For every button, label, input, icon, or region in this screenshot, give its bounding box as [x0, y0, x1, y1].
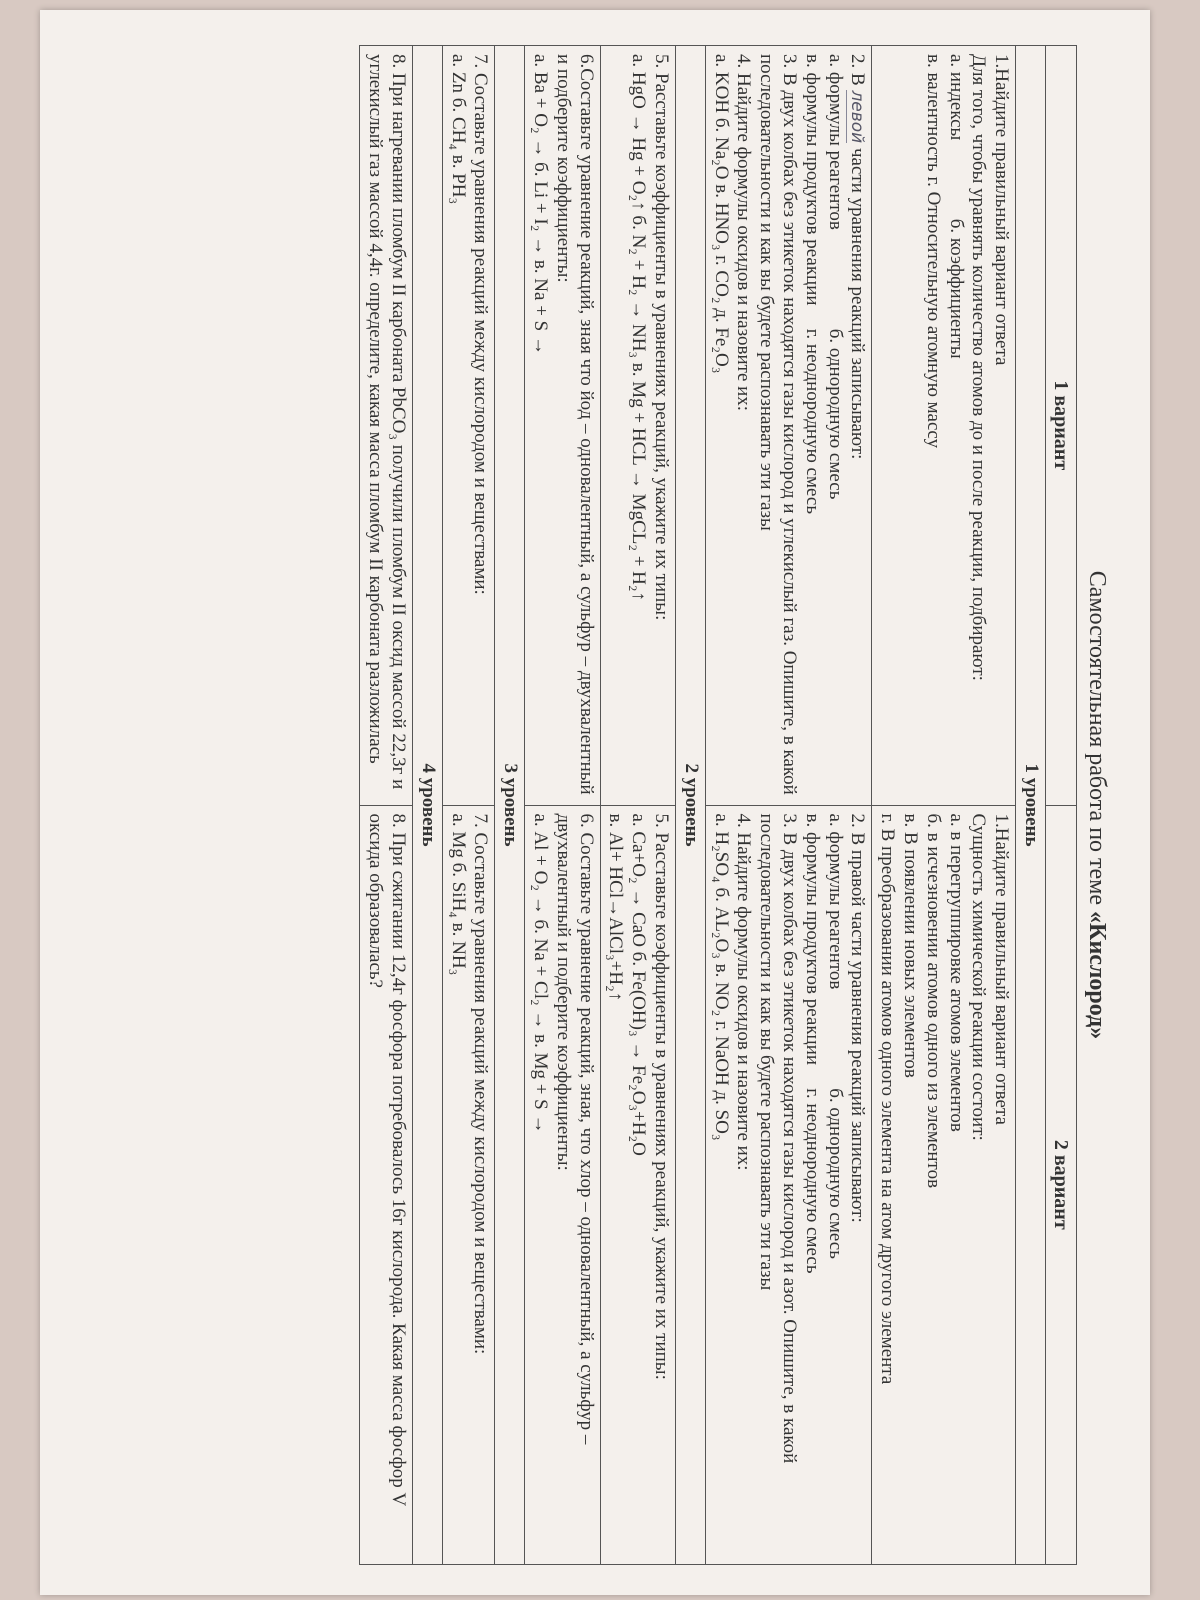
v2-q1-line: в. В появлении новых элементов	[900, 813, 922, 1078]
v2-q1-line: г. В преобразовании атомов одного элемента на атом другого элемента	[877, 813, 899, 1385]
v2-q6-line: а. Al + O₂ → б. Na + Cl₂ → в. Mg + S →	[530, 813, 552, 1134]
v2-question-7	[442, 805, 495, 1565]
variant2-header: 2 вариант	[1046, 805, 1077, 1565]
v2-q2-options-row	[823, 814, 846, 1557]
v1-q6-line: а. Ba + O₂ → б. Li + I₂ → в. Na + S →	[530, 54, 552, 355]
rotated-document	[110, 45, 1110, 1565]
v1-q5-line: 5. Расставьте коэффициенты в уравнениях реакций, укажите их типы:	[651, 54, 673, 621]
v2-q2-options-row	[800, 814, 823, 1557]
v2-q5-line: 5. Расставьте коэффициенты в уравнениях реакций, укажите их типы:	[651, 813, 673, 1380]
v2-q1-line: а. в перегруппировке атомов элементов	[945, 813, 967, 1132]
v2-q4-line: 4. Найдите формулы оксидов и назовите их:	[733, 813, 755, 1171]
v2-question-5	[600, 805, 675, 1565]
v1-q1-line: 1.Найдите правильный вариант ответа	[991, 54, 1013, 366]
v1-q2-option: в. формулы продуктов реакции	[801, 54, 823, 306]
title-topic: «Кислород»	[1084, 911, 1110, 1040]
v2-q1-line: б. в исчезновении атомов одного из элементов	[922, 813, 944, 1189]
document-title	[1083, 45, 1110, 1565]
v1-q2-option: б. однородную смесь	[824, 328, 846, 500]
v1-q2-options-row	[823, 54, 846, 797]
v1-question-1	[872, 46, 1016, 806]
v1-q1-line: Для того, чтобы уравнять количество атомов до и после реакции, подбирают:	[968, 54, 990, 681]
v1-q2-option: г. неоднородную смесь	[801, 328, 823, 514]
v2-q6-line: 6. Составьте уравнение реакций, зная, что хлор – одновалентный, а сульфур – двухвалентный и подберите коэффициенты:	[552, 813, 597, 1445]
v2-question-8	[360, 805, 413, 1565]
v1-q1-options-row	[944, 54, 967, 797]
v1-q1-option: а. индексы	[945, 54, 967, 141]
v1-q7-line: а. Zn б. CH₄ в. PH₃	[447, 54, 469, 205]
v1-q7-line: 7. Составьте уравнения реакций между кислородом и веществами:	[470, 54, 492, 595]
v1-q2-stem	[846, 54, 869, 797]
v1-q2-options-row	[800, 54, 823, 797]
v2-q5-line: в. Al+ HCl→AlCl₃+H₂↑	[605, 813, 627, 1002]
v2-question-6	[525, 805, 600, 1565]
v2-q3-text: 3. В двух колбах без этикеток находятся газы кислород и азот. Опишите, в какой последовательности и как вы будете распознавать эти газы	[756, 813, 801, 1464]
v2-q7-line: 7. Составьте уравнения реакций между кислородом и веществами:	[470, 813, 492, 1355]
v1-q1-line: в. валентность г. Относительную атомную массу	[922, 54, 944, 449]
level-1-header: 1 уровень	[1016, 46, 1046, 1565]
v1-q2-option: а. формулы реагентов	[824, 54, 846, 230]
title-prefix: Самостоятельная работа по теме	[1084, 570, 1110, 906]
v1-q4-line: а. KOH б. Na₂O в. HNO₃ г. CO₂ д. Fe₂O₃	[710, 54, 732, 374]
v2-q5-line: а. Ca+O₂ → CaO б. Fe(OH)₃ → Fe₂O₃+H₂O	[628, 813, 650, 1156]
worksheet-table	[359, 45, 1077, 1565]
v1-q6-line: 6.Составьте уравнение реакций, зная что йод – одновалентный, а сульфур – двухвалентный и подберите коэффициенты:	[552, 54, 597, 795]
level-4-header: 4 уровень	[413, 46, 443, 1565]
v2-q8-text: 8. При сжигании 12,4г фосфора потребовалось 16г кислорода. Какая масса фосфор V оксида образовалась?	[365, 813, 410, 1506]
v2-q2-option: а. формулы реагентов	[824, 813, 846, 990]
v2-q1-line: 1.Найдите правильный вариант ответа	[991, 813, 1013, 1125]
v1-question-2-3-4	[705, 46, 872, 806]
v1-question-8	[360, 46, 413, 806]
v2-q2-stem: 2. В правой части уравнения реакций записывают:	[847, 813, 869, 1223]
variant1-header: 1 вариант	[1046, 46, 1077, 806]
handwritten-answer: левой	[847, 90, 868, 144]
v2-question-2-3-4	[705, 805, 872, 1565]
paper-sheet	[40, 10, 1150, 1595]
v1-q1-option: б. коэффициенты	[945, 218, 967, 359]
v2-q2-option: г. неоднородную смесь	[801, 1088, 823, 1274]
v2-q2-option: в. формулы продуктов реакции	[801, 813, 823, 1066]
v2-q7-line: а. Mg б. SiH₄ в. NH₃	[447, 813, 469, 976]
v2-q4-line: а. H₂SO₄ б. AL₂O₃ в. NO₂ г. NaOH д. SO₃	[710, 813, 732, 1141]
v1-q3-text: 3. В двух колбах без этикеток находятся газы кислород и углекислый газ. Опишите, в какой последовательности и как вы будете распознавать эти газы	[756, 54, 801, 795]
v2-question-1	[872, 805, 1016, 1565]
v1-question-5	[600, 46, 675, 806]
level-2-header: 2 уровень	[676, 46, 706, 1565]
v1-q2-pre: 2. В	[847, 54, 869, 86]
level-3-header: 3 уровень	[495, 46, 525, 1565]
v1-question-7	[442, 46, 495, 806]
v1-q8-text: 8. При нагревании пломбум II карбоната PbCO₃ получили пломбум II оксид массой 22,3г и углекислый газ массой 4,4г. определите, какая масса пломбум II карбоната разложилась	[365, 54, 410, 790]
v2-q1-line: Сущность химической реакции состоит:	[968, 813, 990, 1141]
v2-q2-option: б. однородную смесь	[824, 1088, 846, 1259]
v1-q4-line: 4. Найдите формулы оксидов и назовите их:	[733, 54, 755, 412]
v1-question-6	[525, 46, 600, 806]
v1-q5-line: а. HgO → Hg + O₂↑ б. N₂ + H₂ → NH₃ в. Mg + HCL → MgCL₂ + H₂↑	[628, 54, 650, 602]
v1-q2-post: части уравнения реакций записывают:	[847, 147, 869, 460]
